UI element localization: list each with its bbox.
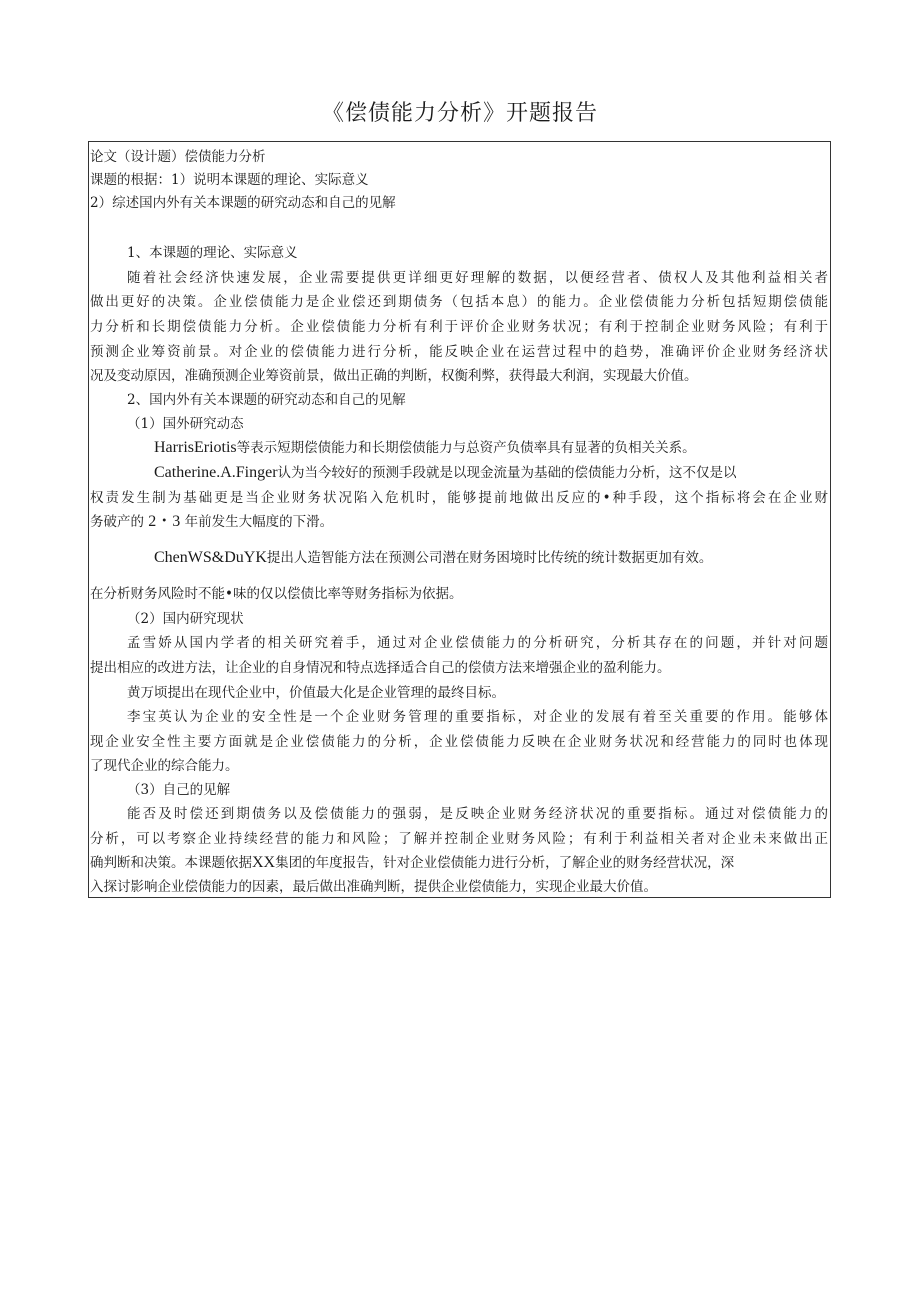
domestic-para-2: 黄万顷提出在现代企业中，价值最大化是企业管理的最终目标。 bbox=[127, 685, 505, 701]
foreign-para-4: 在分析财务风险时不能•味的仅以偿债比率等财务指标为依据。 bbox=[90, 586, 463, 602]
foreign-heading: （1）国外研究动态 bbox=[127, 416, 244, 432]
section-1-line-3: 力分析和长期偿债能力分析。企业偿债能力分析有利于评价企业财务状况；有利于控制企业财务风险；有利于 bbox=[90, 319, 828, 335]
domestic-heading: （2）国内研究现状 bbox=[127, 611, 244, 627]
foreign-para-2-line-1: Catherine.A.Finger认为当今较好的预测手段就是以现金流量为基础的偿债能力分析，这不仅是以 bbox=[154, 464, 737, 481]
basis-line-2: 2）综述国内外有关本课题的研究动态和自己的见解 bbox=[90, 195, 396, 211]
section-1-line-1: 随着社会经济快速发展，企业需要提供更详细更好理解的数据，以便经营者、债权人及其他利益相关者 bbox=[127, 270, 828, 286]
section-1-heading: 1、本课题的理论、实际意义 bbox=[127, 245, 298, 261]
section-1-line-5: 况及变动原因，准确预测企业筹资前景，做出正确的判断，权衡利弊，获得最大利润，实现最大价值。 bbox=[90, 368, 698, 384]
foreign-para-2-line-3: 务破产的 2・3 年前发生大幅度的下滑。 bbox=[90, 513, 334, 530]
foreign-para-3: ChenWS&DuYK提出人造智能方法在预测公司潜在财务困境时比传统的统计数据更加有效。 bbox=[154, 549, 713, 566]
page-title: 《偿债能力分析》开题报告 bbox=[321, 101, 598, 126]
section-1-line-4: 预测企业筹资前景。对企业的偿债能力进行分析，能反映企业在运营过程中的趋势，准确评价企业财务经济状 bbox=[90, 344, 828, 360]
author-harris: HarrisEriotis bbox=[154, 439, 237, 456]
basis-line-1: 课题的根据：1）说明本课题的理论、实际意义 bbox=[90, 172, 369, 188]
own-view-line-1: 能否及时偿还到期债务以及偿债能力的强弱，是反映企业财务经济状况的重要指标。通过对偿债能力的 bbox=[127, 806, 828, 822]
domestic-para-3-line-1: 李宝英认为企业的安全性是一个企业财务管理的重要指标，对企业的发展有着至关重要的作用。能够体 bbox=[127, 709, 828, 725]
own-view-line-3: 确判断和决策。本课题依据XX集团的年度报告，针对企业偿债能力进行分析，了解企业的财务经营状况，深 bbox=[90, 854, 735, 871]
own-view-heading: （3）自己的见解 bbox=[127, 782, 231, 798]
section-1-line-2: 做出更好的决策。企业偿债能力是企业偿还到期债务（包括本息）的能力。企业偿债能力分析包括短期偿债能 bbox=[90, 294, 828, 310]
domestic-para-3-line-2: 现企业安全性主要方面就是企业偿债能力的分析，企业偿债能力反映在企业财务状况和经营能力的同时也体现 bbox=[90, 734, 828, 750]
thesis-title-line: 论文（设计题）偿债能力分析 bbox=[90, 149, 266, 165]
author-chen-du: ChenWS&DuYK bbox=[154, 549, 267, 566]
foreign-para-1: HarrisEriotis等表示短期偿债能力和长期偿债能力与总资产负债率具有显著的负相关关系。 bbox=[154, 439, 696, 456]
own-view-line-2: 分析，可以考察企业持续经营的能力和风险；了解并控制企业财务风险；有利于利益相关者对企业未来做出正 bbox=[90, 831, 828, 847]
foreign-para-2-line-2: 权责发生制为基础更是当企业财务状况陷入危机时，能够提前地做出反应的•种手段，这个指标将会在企业财 bbox=[90, 490, 828, 506]
domestic-para-3-line-3: 了现代企业的综合能力。 bbox=[90, 758, 239, 774]
domestic-para-1-line-1: 孟雪娇从国内学者的相关研究着手，通过对企业偿债能力的分析研究，分析其存在的问题，并针对问题 bbox=[127, 635, 828, 651]
own-view-line-4: 入探讨影响企业偿债能力的因素，最后做出准确判断，提供企业偿债能力，实现企业最大价值。 bbox=[90, 879, 657, 895]
author-catherine: Catherine.A.Finger bbox=[154, 464, 278, 481]
domestic-para-1-line-2: 提出相应的改进方法，让企业的自身情况和特点选择适合自己的偿债方法来增强企业的盈利能力。 bbox=[90, 660, 671, 676]
section-2-heading: 2、国内外有关本课题的研究动态和自己的见解 bbox=[127, 392, 406, 408]
